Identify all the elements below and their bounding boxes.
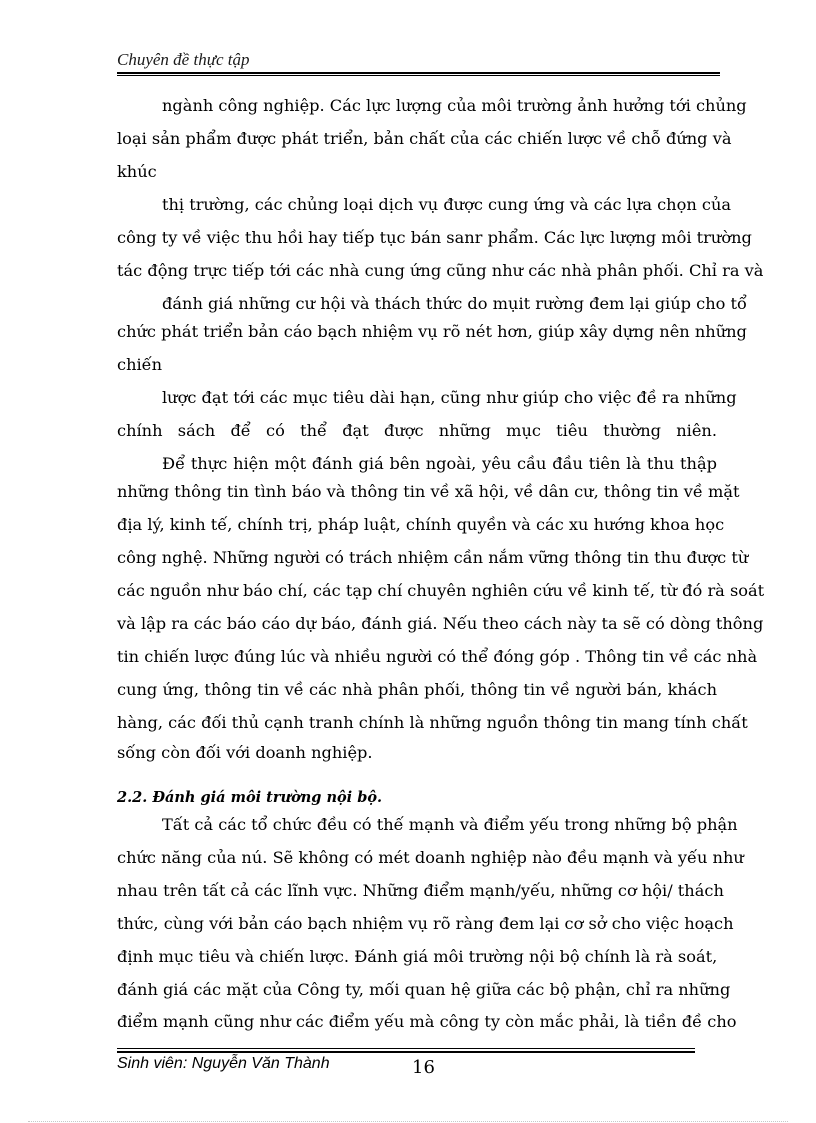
section-line: định mục tiêu và chiến lược. Đánh giá môi trường nội bộ chính là rà soát, [117, 947, 718, 966]
footer-student-name: Sinh viên: Nguyễn Văn Thành [117, 1055, 330, 1072]
body-line: tin chiến lược đúng lúc và nhiều người có thể đóng góp . Thông tin về các nhà [117, 647, 758, 666]
body-line: lược đạt tới các mục tiêu dài hạn, cũng như giúp cho việc đề ra những [162, 388, 737, 407]
body-line: đánh giá những cư hội và thách thức do mụit rường đem lại giúp cho tổ [162, 294, 747, 313]
footer-rule-thick [117, 1051, 695, 1053]
body-line: công nghệ. Những người có trách nhiệm cần nắm vững thông tin thu được từ [117, 548, 749, 567]
section-line: thức, cùng với bản cáo bạch nhiệm vụ rõ ràng đem lại cơ sở cho việc hoạch [117, 914, 734, 933]
section-line: đánh giá các mặt của Công ty, mối quan hệ giữa các bộ phận, chỉ ra những [117, 980, 731, 999]
body-line: loại sản phẩm được phát triển, bản chất của các chiến lược về chỗ đứng và [117, 129, 732, 148]
body-line: chính sách để có thể đạt được những mục tiêu thường niên. [117, 421, 717, 440]
body-line: tác động trực tiếp tới các nhà cung ứng cũng như các nhà phân phối. Chỉ ra và [117, 261, 764, 280]
body-line: sống còn đối với doanh nghiệp. [117, 743, 373, 762]
body-line: địa lý, kinh tế, chính trị, pháp luật, chính quyền và các xu hướng khoa học [117, 515, 725, 534]
body-line: và lập ra các báo cáo dự báo, đánh giá. Nếu theo cách này ta sẽ có dòng thông [117, 614, 764, 633]
section-line: điểm mạnh cũng như các điểm yếu mà công ty còn mắc phải, là tiền đề cho [117, 1012, 737, 1031]
section-line: Tất cả các tổ chức đều có thế mạnh và điểm yếu trong những bộ phận [162, 815, 738, 834]
header-rule [117, 72, 720, 74]
body-line: cung ứng, thông tin về các nhà phân phối, thông tin về người bán, khách [117, 680, 717, 699]
footer-rule [117, 1048, 695, 1049]
section-line: chức năng của nú. Sẽ không có mét doanh nghiệp nào đều mạnh và yếu như [117, 848, 744, 867]
body-line: công ty về việc thu hồi hay tiếp tục bán sanr phẩm. Các lực lượng môi trường [117, 228, 752, 247]
body-line: chức phát triển bản cáo bạch nhiệm vụ rõ nét hơn, giúp xây dựng nên những [117, 322, 747, 341]
running-header: Chuyên đề thực tập [117, 50, 250, 69]
page-number: 16 [412, 1057, 435, 1078]
body-line: Để thực hiện một đánh giá bên ngoài, yêu cầu đầu tiên là thu thập [162, 454, 717, 473]
section-heading: 2.2. Đánh giá môi trường nội bộ. [117, 789, 383, 806]
body-line: khúc [117, 162, 157, 181]
body-line: các nguồn như báo chí, các tạp chí chuyên nghiên cứu về kinh tế, từ đó rà soát [117, 581, 765, 600]
body-line: chiến [117, 355, 163, 374]
body-line: hàng, các đối thủ cạnh tranh chính là những nguồn thông tin mang tính chất [117, 713, 748, 732]
header-rule-thin [117, 75, 720, 76]
body-line: ngành công nghiệp. Các lực lượng của môi trường ảnh hưởng tới chủng [162, 96, 747, 115]
body-line: thị trường, các chủng loại dịch vụ được cung ứng và các lựa chọn của [162, 195, 732, 214]
body-line: những thông tin tình báo và thông tin về xã hội, về dân cư, thông tin về mặt [117, 482, 740, 501]
section-line: nhau trên tất cả các lĩnh vực. Những điểm mạnh/yếu, những cơ hội/ thách [117, 881, 724, 900]
page-edge-divider [28, 1121, 788, 1122]
